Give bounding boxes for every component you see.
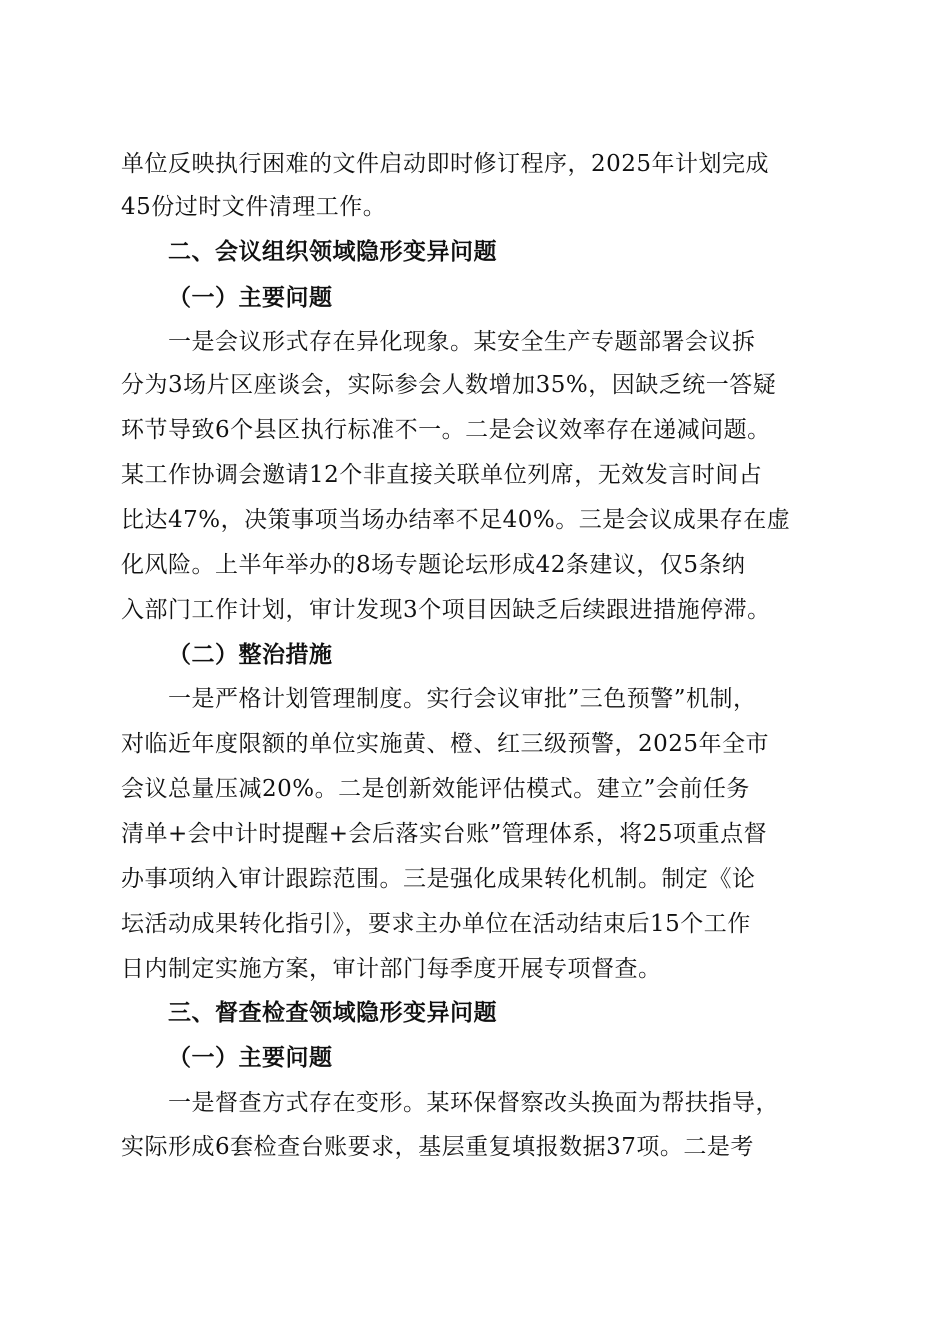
paragraph-line: 分为3场片区座谈会，实际参会人数增加35%，因缺乏统一答疑 — [121, 372, 777, 398]
subsection-heading: （一）主要问题 — [168, 285, 333, 311]
paragraph-line: 入部门工作计划，审计发现3个项目因缺乏后续跟进措施停滞。 — [121, 597, 771, 623]
section-heading: 二、会议组织领域隐形变异问题 — [168, 239, 497, 265]
paragraph-line: 办事项纳入审计跟踪范围。三是强化成果转化机制。制定《论 — [121, 866, 756, 892]
paragraph-line: 某工作协调会邀请12个非直接关联单位列席，无效发言时间占 — [121, 462, 763, 488]
subsection-heading: （二）整治措施 — [168, 642, 333, 668]
paragraph-line: 一是严格计划管理制度。实行会议审批”三色预警”机制， — [168, 686, 757, 712]
paragraph-line: 实际形成6套检查台账要求，基层重复填报数据37项。二是考 — [121, 1134, 754, 1160]
paragraph-line: 比达47%，决策事项当场办结率不足40%。三是会议成果存在虚 — [121, 507, 791, 533]
paragraph-line: 一是会议形式存在异化现象。某安全生产专题部署会议拆 — [168, 329, 756, 355]
paragraph-line: 日内制定实施方案，审计部门每季度开展专项督查。 — [121, 956, 662, 982]
paragraph-line: 坛活动成果转化指引》，要求主办单位在活动结束后15个工作 — [121, 911, 751, 937]
paragraph-line: 会议总量压减20%。二是创新效能评估模式。建立”会前任务 — [121, 776, 750, 802]
paragraph-line: 环节导致6个县区执行标准不一。二是会议效率存在递减问题。 — [121, 417, 771, 443]
paragraph-line: 清单+会中计时提醒+会后落实台账”管理体系，将25项重点督 — [121, 821, 768, 847]
paragraph-line: 化风险。上半年举办的8场专题论坛形成42条建议，仅5条纳 — [121, 552, 746, 578]
section-heading: 三、督查检查领域隐形变异问题 — [168, 1000, 497, 1026]
paragraph-line: 一是督查方式存在变形。某环保督察改头换面为帮扶指导， — [168, 1090, 779, 1116]
subsection-heading: （一）主要问题 — [168, 1045, 333, 1071]
paragraph-line: 对临近年度限额的单位实施黄、橙、红三级预警，2025年全市 — [121, 731, 770, 757]
paragraph-line: 45份过时文件清理工作。 — [121, 194, 387, 220]
paragraph-line: 单位反映执行困难的文件启动即时修订程序，2025年计划完成 — [121, 151, 770, 177]
